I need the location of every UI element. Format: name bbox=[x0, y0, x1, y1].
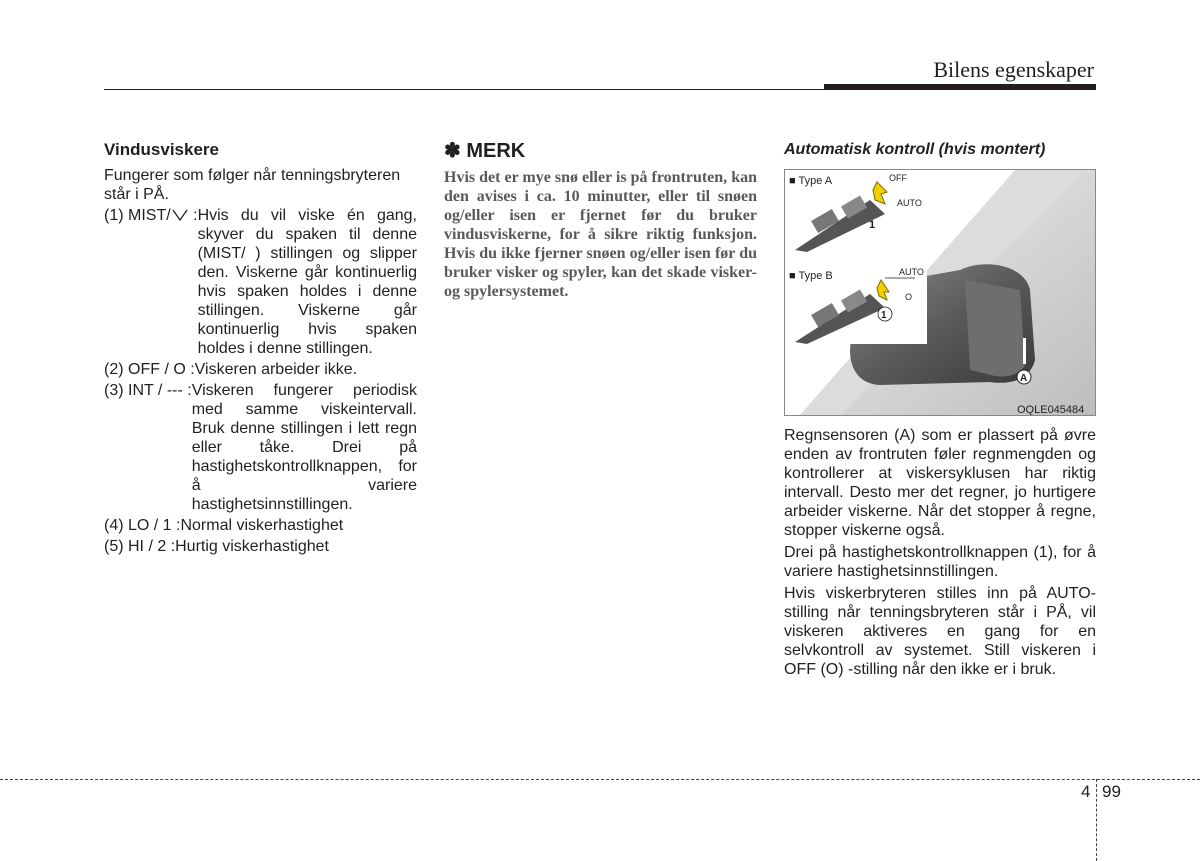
note-title: MERK bbox=[466, 140, 526, 162]
item-label-sep: : bbox=[188, 207, 198, 224]
header-rule-accent bbox=[824, 84, 1096, 90]
list-item-mist bbox=[104, 206, 417, 358]
speed-knob-label-a: 1 bbox=[869, 219, 876, 231]
auto-label: AUTO bbox=[897, 198, 922, 208]
off-label: OFF bbox=[889, 173, 907, 183]
note-heading bbox=[444, 140, 757, 162]
mist-symbol-icon bbox=[171, 209, 189, 221]
footer-dashed-rule bbox=[0, 779, 1200, 780]
item-label: (4) LO / 1 : bbox=[104, 517, 181, 534]
type-b-label: ■ Type B bbox=[789, 270, 833, 282]
item-text: Hurtig viskerhastighet bbox=[175, 538, 329, 555]
note-symbol-icon: ✽ bbox=[444, 140, 461, 162]
label-a: A bbox=[1020, 373, 1028, 384]
figure-caption-block bbox=[784, 140, 1096, 159]
item-label: (5) HI / 2 : bbox=[104, 538, 176, 555]
page-header-title: Bilens egenskaper bbox=[933, 57, 1094, 82]
paragraph: Drei på hastighetskontrollknappen (1), for å variere hastighetsinnstillingen. bbox=[784, 544, 1096, 580]
page-number: 99 bbox=[1102, 782, 1121, 801]
figure-code: OQLE045484 bbox=[1017, 404, 1085, 415]
o-label: O bbox=[905, 292, 913, 302]
left-column bbox=[104, 140, 417, 558]
footer-dashed-divider bbox=[1096, 779, 1097, 861]
item-label: (1) MIST/ bbox=[104, 207, 171, 224]
intro-text: Fungerer som følger når tenningsbryteren står i PÅ. bbox=[104, 167, 401, 203]
item-text: Viskeren arbeider ikke. bbox=[194, 361, 358, 378]
item-text: Hvis du vil viske én gang, skyver du spaken til denne (MIST/ ) stillingen og slipper den. Viskerne går kontinuerlig hvis spaken holdes i denne stillingen. Viskerne går kontinuerlig hvis spaken holdes i denne stillingen. bbox=[197, 207, 417, 357]
rain-sensor bbox=[1023, 338, 1026, 364]
note-box bbox=[444, 140, 757, 301]
section-heading: Vindusviskere bbox=[104, 140, 219, 159]
paragraph: Regnsensoren (A) som er plassert på øvre enden av frontruten føler regnmengden og kontrollerer at viskersyklusen har riktig intervall. Desto mer det regner, jo hurtigere arbeider viskerne. Når det stopper å regne, stopper viskerne også. bbox=[784, 427, 1096, 539]
right-text bbox=[784, 426, 1096, 682]
figure-title: Automatisk kontroll (hvis montert) bbox=[784, 141, 1046, 158]
note-body: Hvis det er mye snø eller is på frontruten, kan den avises i ca. 10 minutter, eller til snøen og/eller isen er fjernet før du bruker vindusviskerne, for å sikre riktig funksjon. Hvis du ikke fjerner snøen og/eller isen før du bruker visker og spyler, kan det skade visker- og spylersystemet. bbox=[444, 169, 757, 300]
figure-svg bbox=[785, 170, 1095, 415]
item-label: (2) OFF / O : bbox=[104, 361, 195, 378]
paragraph: Hvis viskerbryteren stilles inn på AUTO-stilling når tenningsbryteren står i PÅ, vil viskeren aktiveres en gang for en selvkontroll av systemet. Still viskeren i OFF (O) -stilling når den ikke er i bruk. bbox=[784, 585, 1096, 678]
list-item-lo bbox=[104, 516, 417, 535]
speed-knob-label-b: 1 bbox=[881, 310, 887, 321]
list-item-off bbox=[104, 360, 417, 379]
list-item-int bbox=[104, 381, 417, 514]
item-text: Normal viskerhastighet bbox=[180, 517, 344, 534]
auto-label-b: AUTO bbox=[899, 267, 924, 277]
chapter-number: 4 bbox=[1081, 782, 1091, 801]
list-item-hi bbox=[104, 537, 417, 556]
type-a-label: ■ Type A bbox=[789, 175, 833, 187]
figure-illustration bbox=[784, 169, 1096, 416]
item-text: Viskeren fungerer periodisk med samme viskeintervall. Bruk denne stillingen i lett regn eller tåke. Drei på hastighetskontrollknappen, for å variere hastighetsinnstillingen. bbox=[191, 382, 417, 513]
item-label: (3) INT / --- : bbox=[104, 382, 192, 399]
